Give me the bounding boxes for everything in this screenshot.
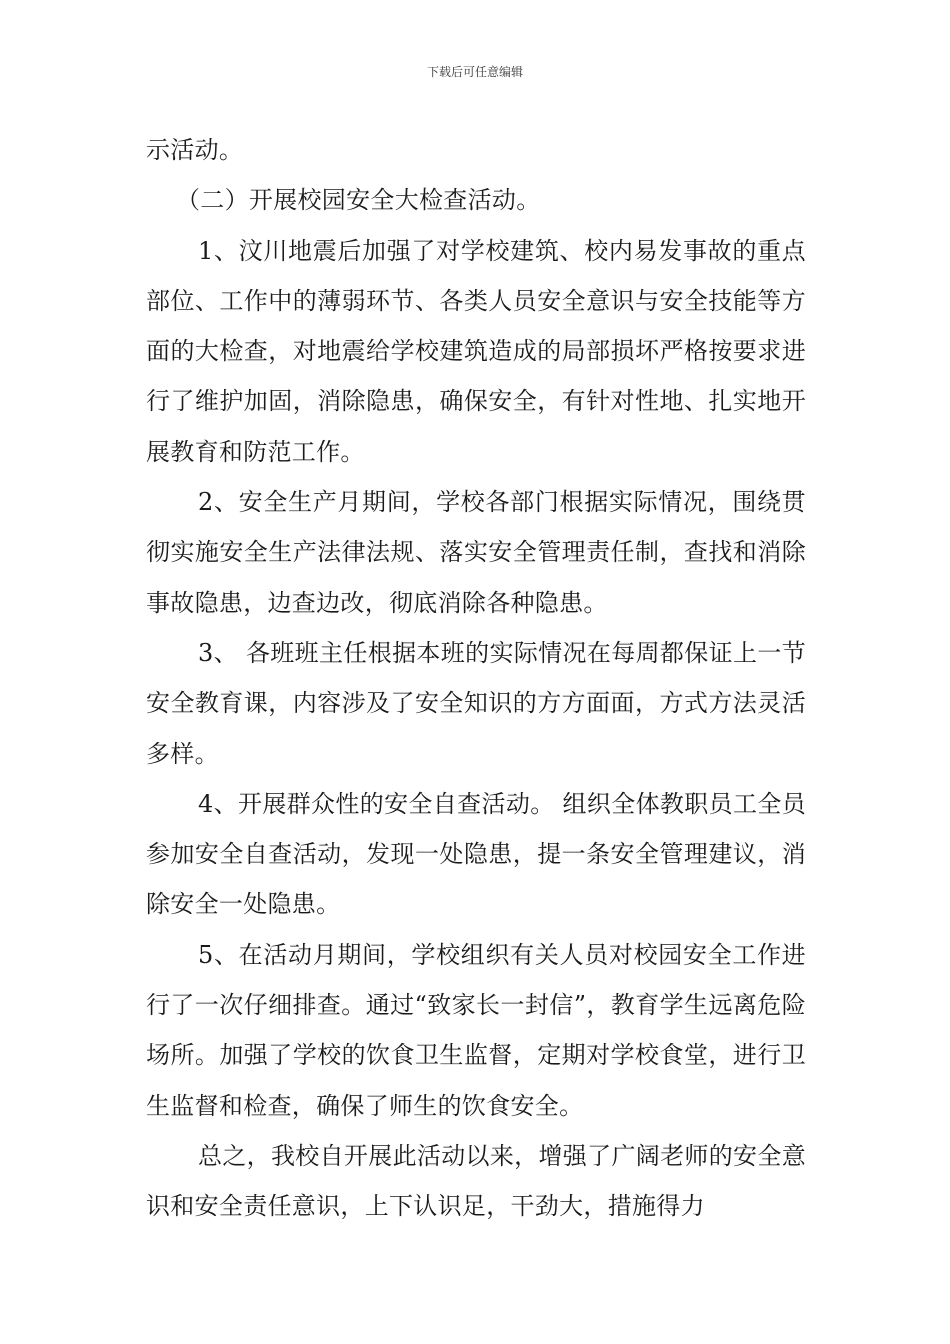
- document-body: [146, 125, 806, 1232]
- paragraph-item-1: 1、汶川地震后加强了对学校建筑、校内易发事故的重点部位、工作中的薄弱环节、各类人员安全意识与安全技能等方面的大检查，对地震给学校建筑造成的局部损坏严格按要求进行了维护加固，消除隐患，确保安全，有针对性地、扎实地开展教育和防范工作。: [146, 236, 806, 466]
- paragraph-item-2: 2、安全生产月期间，学校各部门根据实际情况，围绕贯彻实施安全生产法律法规、落实安全管理责任制，查找和消除事故隐患，边查边改，彻底消除各种隐患。: [146, 488, 806, 617]
- paragraph-item-5: 5、在活动月期间，学校组织有关人员对校园安全工作进行了一次仔细排查。通过“致家长一封信”，教育学生远离危险场所。加强了学校的饮食卫生监督，定期对学校食堂，进行卫生监督和检查，确保了师生的饮食安全。: [146, 940, 806, 1120]
- paragraph-item-3: 3、 各班班主任根据本班的实际情况在每周都保证上一节安全教育课，内容涉及了安全知识的方方面面，方式方法灵活多样。: [146, 638, 806, 768]
- paragraph-continuation: 示活动。: [146, 136, 244, 164]
- section-heading: （二）开展校园安全大检查活动。: [176, 186, 541, 215]
- paragraph-item-4: 4、开展群众性的安全自查活动。 组织全体教职员工全员参加安全自查活动，发现一处隐患，提一条安全管理建议，消除安全一处隐患。: [146, 789, 806, 919]
- page-header: 下载后可任意编辑: [426, 65, 523, 79]
- paragraph-summary: 总之，我校自开展此活动以来，增强了广阔老师的安全意识和安全责任意识，上下认识足，干劲大，措施得力: [146, 1141, 806, 1221]
